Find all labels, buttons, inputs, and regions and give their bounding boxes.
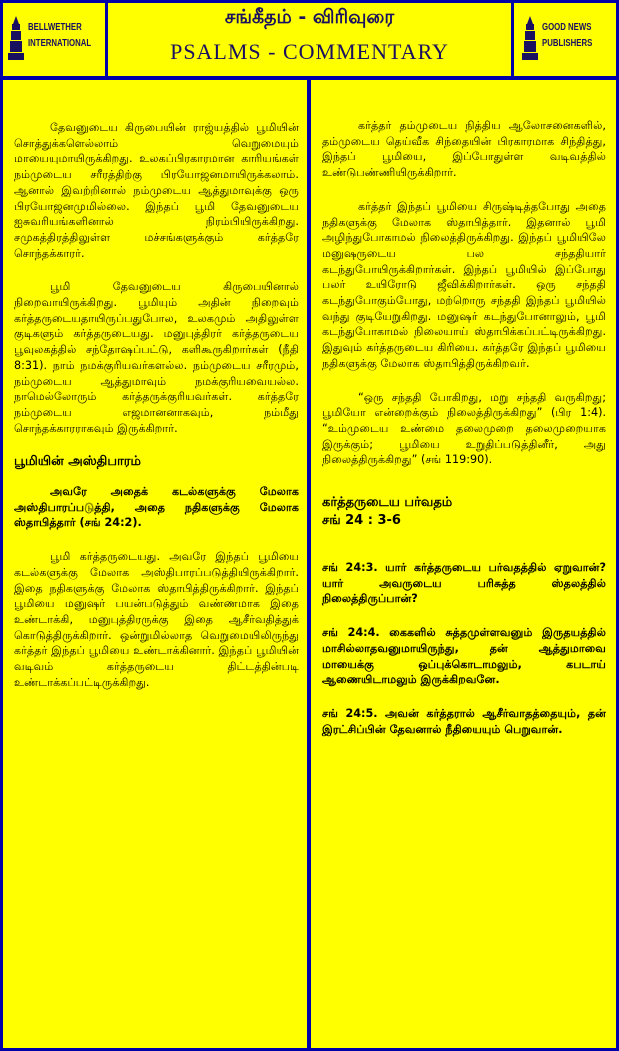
paragraph: கர்த்தர் இந்தப் பூமியை சிருஷ்டித்தபோது அதை நதிகளுக்கு மேலாக ஸ்தாபித்தார். இதனால் பூமி அழிந்துபோகாமல் நிலைத்திருக்கிறது. இந்தப் பூமியிலே மனுஷருடைய பல சந்ததியார் கடந்துபோயிருக்கிறார்கள். இந்தப் பூமியில் இப்போது பலர் உயிரோடு ஜீவிக்கிறார்கள். ஒரு சந்ததி கடந்துபோகும்போது, மற்றொரு சந்ததி இந்தப் பூமியில் வந்து குடியேறுகிறது. மனுஷர் கடந்துபோனாலும், பூமி கடந்துபோகாமல் நிலையாய் ஸ்தாபிக்கப்பட்டிருக்கிறது. இதுவும் கர்த்தருடைய கிரியை. கர்த்தரே இந்தப் பூமியை நதிகளுக்கு மேலாக ஸ்தாபித்திருக்கிறவர். [322, 199, 606, 370]
verse: சங் 24:5. அவன் கர்த்தரால் ஆசீர்வாதத்தையும், தன் இரட்சிப்பின் தேவனால் நீதியையும் பெறுவான். [322, 706, 606, 736]
right-column [322, 118, 606, 755]
section-heading [322, 494, 606, 530]
left-logo-line1: BELLWETHER [28, 22, 82, 33]
good-news-logo [522, 14, 614, 62]
right-logo-box [511, 0, 619, 76]
paragraph: பூமி தேவனுடைய கிருபையினால் நிறைவாயிருக்கிறது. பூமியும் அதின் நிறைவும் கர்த்தருடையதாயிருப்பதுபோல, உலகமும் அதிலுள்ள குடிகளும் கர்த்தருடையது. மனுபுத்திரர் கர்த்தருடைய பூவுலகத்தில் சந்தோஷப்பட்டு, களிகூருகிறார்கள் (நீதி 8:31). நாம் நமக்குரியவர்களல்ல. நம்முடைய சரீரமும், நம்முடைய ஆத்துமாவும் நமக்குரியவையல்ல. நாமெல்லோரும் கர்த்தருக்குரியவர்கள். கர்த்தரே நம்முடைய எஜமானனாகவும், நம்மீது சொந்தக்காரராகவும் இருக்கிறார். [14, 280, 299, 435]
verse: சங் 24:3. யார் கர்த்தருடைய பர்வதத்தில் ஏறுவான்? யார் அவருடைய பரிசுத்த ஸ்தலத்தில் நிலைத்திருப்பான்? [322, 561, 606, 606]
left-logo-line2: INTERNATIONAL [28, 38, 92, 49]
bellwether-logo [8, 14, 100, 62]
title-tamil: சங்கீதம் - விரிவுரை [224, 6, 395, 28]
column-divider [307, 80, 311, 1051]
title-english: PSALMS - COMMENTARY [170, 39, 449, 64]
right-logo-line2: PUBLISHERS [542, 38, 593, 49]
verse: சங் 24:4. கைகளில் சுத்தமுள்ளவனும் இருதயத்தில் மாசில்லாதவனுமாயிருந்து, தன் ஆத்துமாவை மாயைக்கு ஒப்புக்கொடாமலும், கபடாய் ஆணையிடாமலும் இருக்கிறவனே. [322, 626, 606, 687]
left-logo-box [0, 0, 108, 76]
title-box [108, 0, 511, 76]
paragraph: பூமி கர்த்தருடையது. அவரே இந்தப் பூமியை கடல்களுக்கு மேலாக அஸ்திபாரப்படுத்தியிருக்கிறார். இதை நதிகளுக்கு மேலாக ஸ்தாபித்திருக்கிறார். இந்தப் பூமியை மனுஷர் பயன்படுத்தும் வண்ணமாக இதை உண்டாக்கி, மனுபுத்திரருக்கு இதை ஆசீர்வதித்துக் கொடுத்திருக்கிறார். ஒன்றுமில்லாத வெறுமையிலிருந்து கர்த்தர் இந்தப் பூமியை உண்டாக்கினார். இந்தப் பூமியின் வடிவம் கர்த்தருடைய திட்டத்தின்படி உண்டாக்கப்பட்டிருக்கிறது. [14, 550, 299, 689]
paragraph: கர்த்தர் தம்முடைய நித்திய ஆலோசனைகளில், தம்முடைய தெய்வீக சிந்தையின் பிரகாரமாக சிந்தித்து, இந்தப் பூமியை, இப்போதுள்ள வடிவத்தில் உண்டுபண்ணியிருக்கிறார். [322, 119, 606, 180]
verse: அவரே அதைக் கடல்களுக்கு மேலாக அஸ்திபாரப்படுத்தி, அதை நதிகளுக்கு மேலாக ஸ்தாபித்தார் (சங் 24:2). [14, 485, 299, 530]
right-logo-line1: GOOD NEWS [542, 22, 592, 33]
bell-tower-icon [8, 16, 24, 60]
heading-line2: சங் 24 : 3-6 [322, 513, 401, 529]
left-column [14, 120, 299, 709]
section-heading: பூமியின் அஸ்திபாரம் [14, 454, 141, 470]
header [0, 0, 619, 80]
paragraph: தேவனுடைய கிருபையின் ராஜ்யத்தில் பூமியின் சொத்துக்களெல்லாம் வெறுமையும் மாயையுமாயிருக்கிறது. உலகப்பிரகாரமான காரியங்கள் நம்முடைய சரீரத்திற்கு பிரயோஜனமாயிருக்கலாம். ஆனால் இவற்றினால் நம்முடைய ஆத்துமாவுக்கு ஒரு பிரயோஜனமுமில்லை. இந்தப் பூமி தேவனுடைய ஐசுவரியங்களினால் நிரம்பியிருக்கிறது. சமுகத்திரத்திலுள்ள மச்சங்களுக்கும் கர்த்தரே சொந்தக்காரர். [14, 121, 299, 260]
heading-line1: கர்த்தருடைய பர்வதம் [322, 495, 453, 511]
bell-tower-icon [522, 16, 538, 60]
quote: “ஒரு சந்ததி போகிறது, மறு சந்ததி வருகிறது; பூமியோ என்றைக்கும் நிலைத்திருக்கிறது” (பிர 1:4). “உம்முடைய உண்மை தலைமுறை தலைமுறையாக இருக்கும்; பூமியை உறுதிப்படுத்தினீர், அது நிலைத்திருக்கிறது” (சங் 119:90). [322, 390, 606, 467]
